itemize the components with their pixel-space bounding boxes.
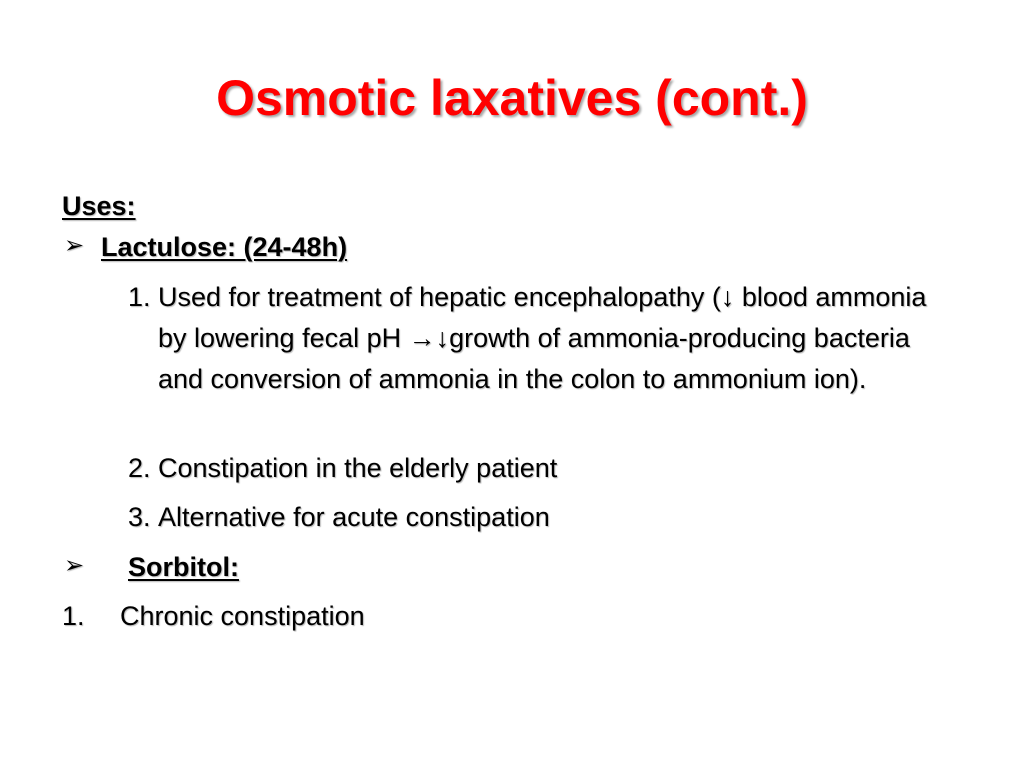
arrow-bullet-icon: ➢: [64, 232, 85, 259]
arrow-bullet-icon: ➢: [64, 552, 85, 579]
list-item: Constipation in the elderly patient: [158, 453, 558, 483]
list-item-number: 2.: [128, 453, 151, 483]
uses-heading: Uses:: [62, 191, 136, 221]
lactulose-label: Lactulose: (24-48h): [101, 232, 348, 262]
list-item-number: 3.: [128, 502, 151, 532]
list-item-number: 1.: [128, 282, 151, 312]
list-item: Alternative for acute constipation: [158, 502, 550, 532]
list-item-number: 1.: [62, 601, 85, 631]
sorbitol-label: Sorbitol:: [128, 552, 239, 582]
list-item: Chronic constipation: [120, 601, 365, 631]
slide-title: Osmotic laxatives (cont.): [216, 70, 808, 126]
list-item: Used for treatment of hepatic encephalopathy (↓ blood ammonia by lowering fecal pH →↓growth of ammonia-producing bacteria and conversion of ammonia in the colon to ammonium ion).: [158, 282, 927, 394]
